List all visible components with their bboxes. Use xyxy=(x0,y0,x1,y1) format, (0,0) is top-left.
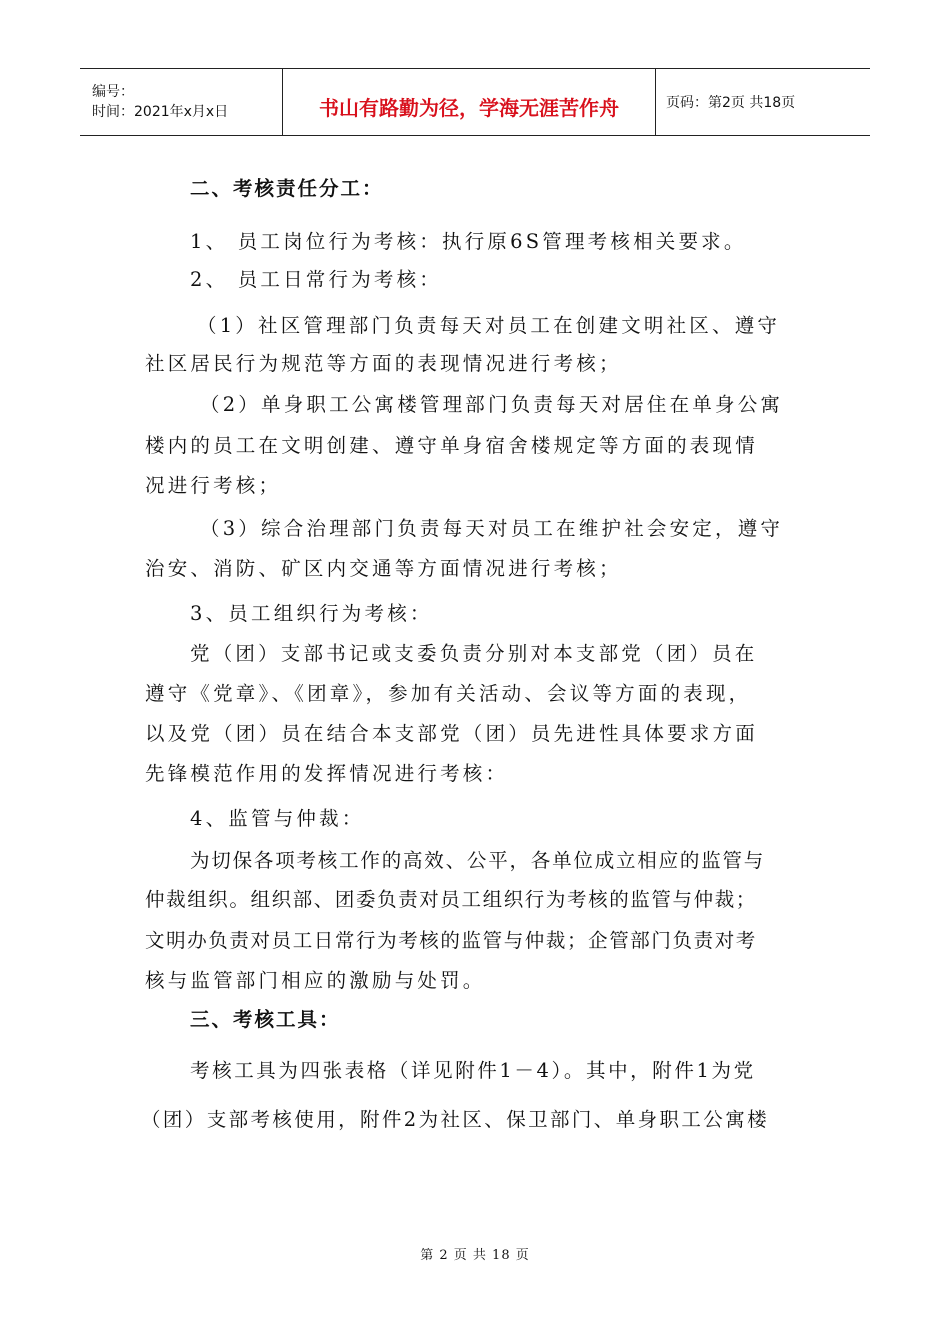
section-heading: 三、考核工具： xyxy=(190,1008,341,1031)
paragraph-line: （2）单身职工公寓楼管理部门负责每天对居住在单身公寓 xyxy=(200,393,784,416)
paragraph-line: （1）社区管理部门负责每天对员工在创建文明社区、遵守 xyxy=(197,314,781,337)
header-motto: 书山有路勤为径，学海无涯苦作舟 xyxy=(319,95,619,120)
paragraph-line: 仲裁组织。组织部、团委负责对员工组织行为考核的监管与仲裁； xyxy=(145,888,757,911)
paragraph-line: 以及党（团）员在结合本支部党（团）员先进性具体要求方面 xyxy=(145,722,758,745)
header-meta xyxy=(80,69,283,135)
document-number-label: 编号： xyxy=(92,84,134,100)
header-page-number: 页码：第2页 共18页 xyxy=(666,95,796,111)
paragraph-line: 4、监管与仲裁： xyxy=(190,807,365,830)
paragraph-line: 楼内的员工在文明创建、遵守单身宿舍楼规定等方面的表现情 xyxy=(145,434,758,457)
paragraph-line: 党（团）支部书记或支委负责分别对本支部党（团）员在 xyxy=(190,642,758,665)
page-footer: 第 2 页 共 18 页 xyxy=(420,1248,530,1263)
section-heading: 二、考核责任分工： xyxy=(190,177,384,200)
page-header xyxy=(80,68,870,136)
paragraph-line: 2、 员工日常行为考核： xyxy=(190,268,443,291)
paragraph-line: 遵守《党章》、《团章》，参加有关活动、会议等方面的表现， xyxy=(145,682,752,705)
document-date-label: 时间：2021年x月x日 xyxy=(92,104,229,120)
paragraph-line: 况进行考核； xyxy=(145,474,282,497)
paragraph-line: （团）支部考核使用，附件2为社区、保卫部门、单身职工公寓楼 xyxy=(141,1108,770,1131)
paragraph-line: 为切保各项考核工作的高效、公平，各单位成立相应的监管与 xyxy=(190,849,766,872)
paragraph-line: 核与监管部门相应的激励与处罚。 xyxy=(145,969,486,992)
header-motto-cell xyxy=(283,69,656,135)
paragraph-line: 1、 员工岗位行为考核：执行原6S管理考核相关要求。 xyxy=(190,230,747,253)
paragraph-line: （3）综合治理部门负责每天对员工在维护社会安定，遵守 xyxy=(200,517,784,540)
paragraph-line: 3、员工组织行为考核： xyxy=(190,602,433,625)
paragraph-line: 治安、消防、矿区内交通等方面情况进行考核； xyxy=(145,557,622,580)
paragraph-line: 考核工具为四张表格（详见附件1－4）。其中，附件1为党 xyxy=(190,1059,756,1082)
header-page-cell xyxy=(656,69,870,135)
paragraph-line: 文明办负责对员工日常行为考核的监管与仲裁；企管部门负责对考 xyxy=(145,929,757,952)
paragraph-line: 先锋模范作用的发挥情况进行考核： xyxy=(145,762,509,785)
paragraph-line: 社区居民行为规范等方面的表现情况进行考核； xyxy=(145,352,622,375)
